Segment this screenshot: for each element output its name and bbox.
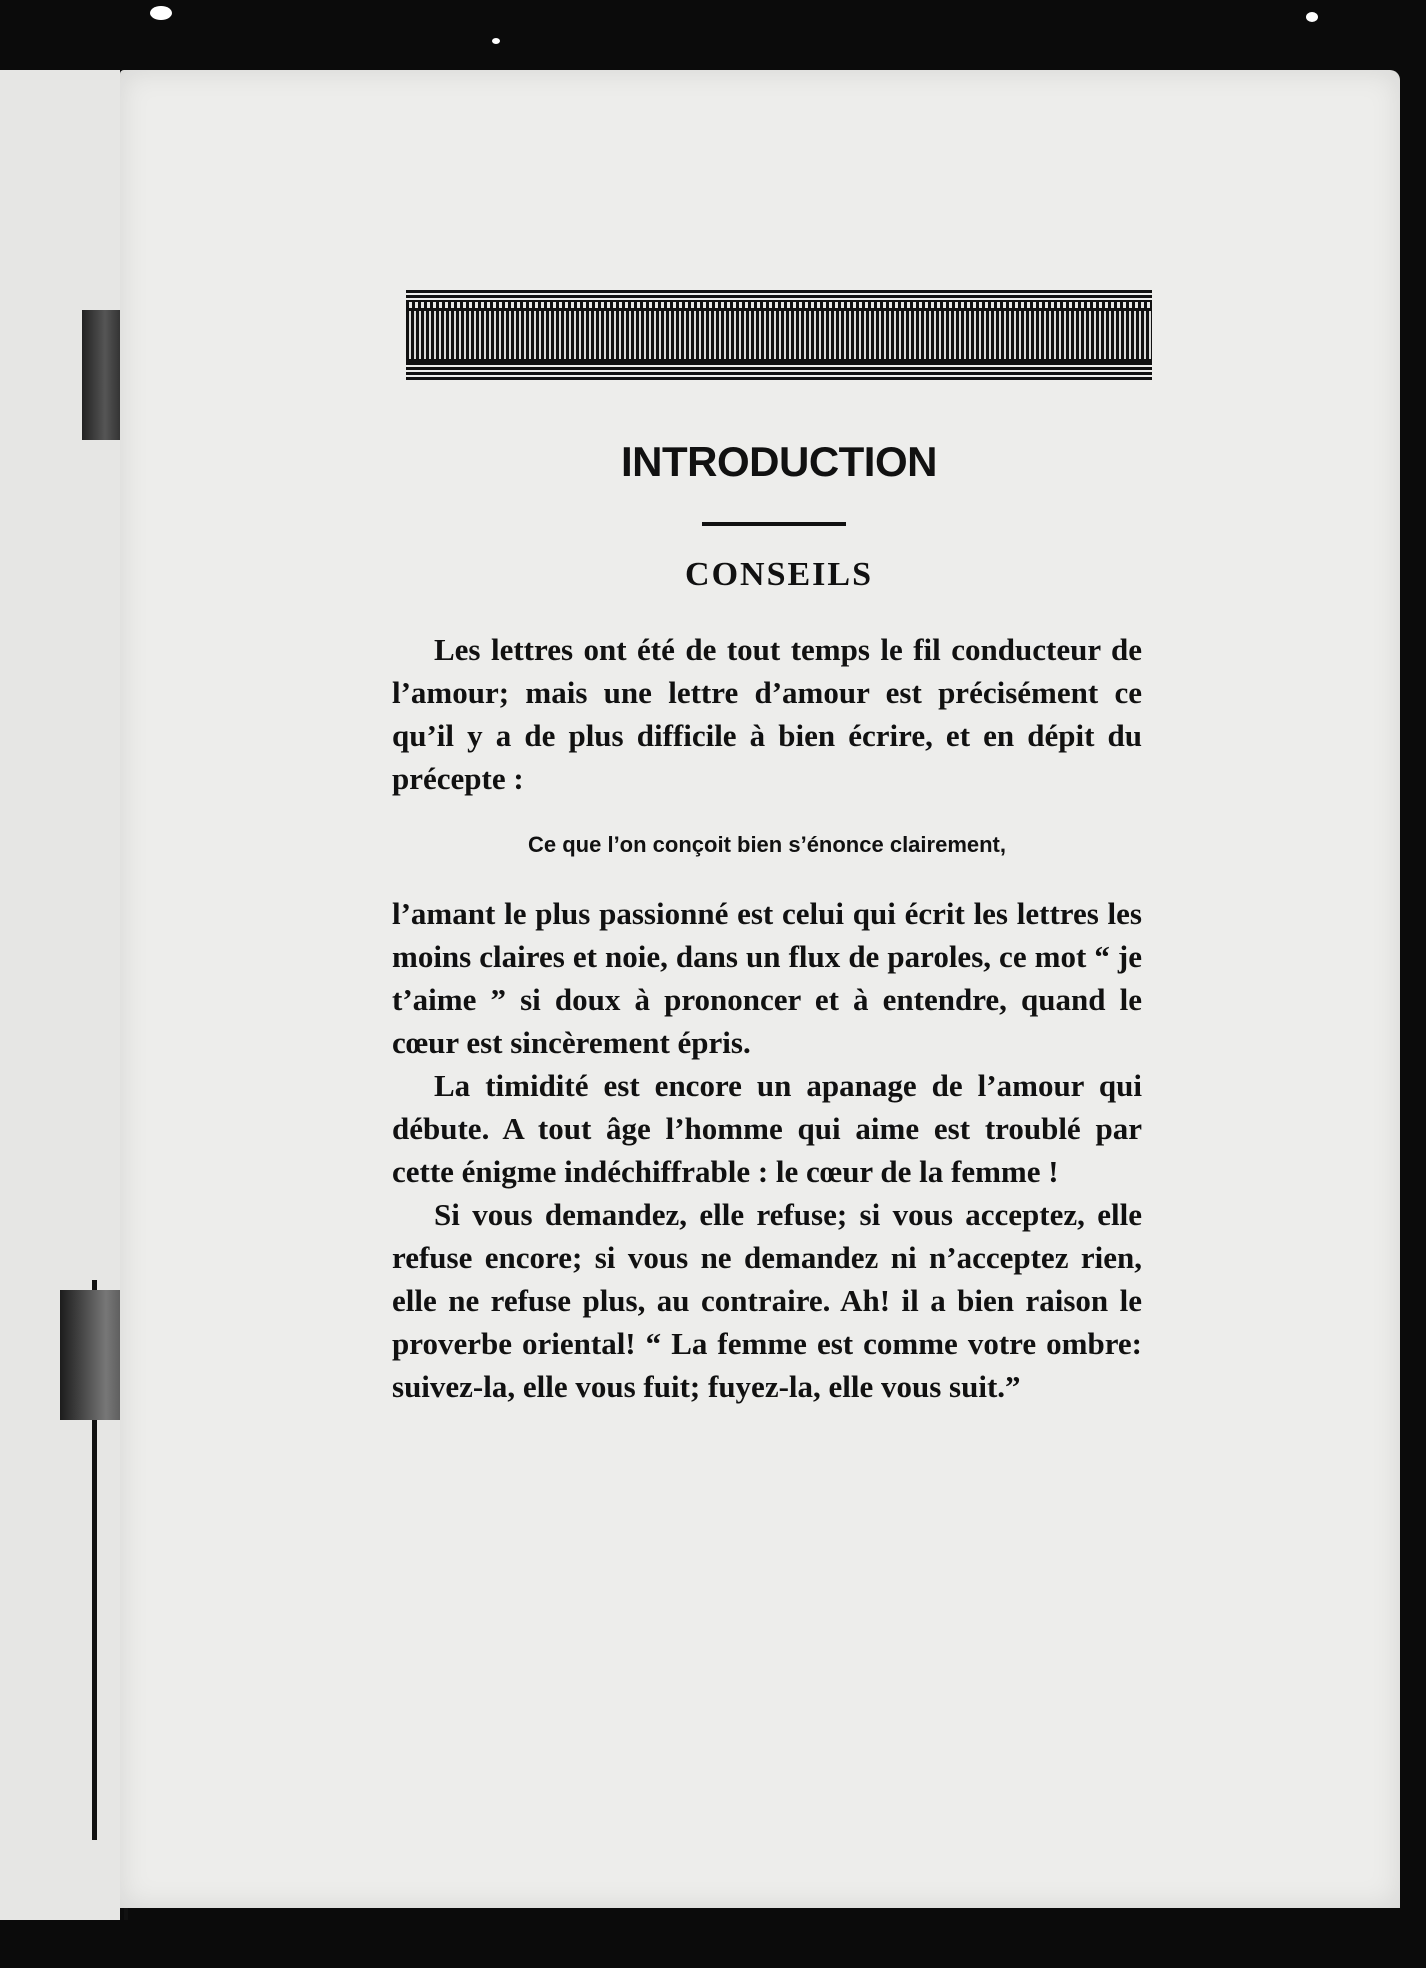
paragraph-4: Si vous demandez, elle refuse; si vous acceptez, elle refuse encore; si vous ne demandez ni n’acceptez rien, elle ne refuse plus, au contraire. Ah! il a bien raison le proverbe oriental! “ La femme est comme votre ombre: suivez-la, elle vous fuit; fuyez-la, elle vous suit.” (392, 1197, 1142, 1404)
paragraph-1: Les lettres ont été de tout temps le fil conducteur de l’amour; mais une lettre d’amour est précisément ce qu’il y a de plus difficile à bien écrire, et en dépit du précepte : (392, 632, 1142, 796)
quoted-verse: Ce que l’on conçoit bien s’énonce clairement, (528, 832, 1006, 857)
paragraph-2: l’amant le plus passionné est celui qui écrit les lettres les moins claires et noie, dans un flux de paroles, ce mot “ je t’aime ” si doux à prononcer et à entendre, quand le cœur est sincèrement épris. (392, 896, 1142, 1060)
paragraph-block-1 (392, 628, 1142, 800)
title-rule (702, 522, 846, 526)
ornament-band-bottom (406, 362, 1152, 380)
paragraph-block-2 (392, 892, 1142, 1408)
scan-speck (492, 38, 500, 44)
chapter-title: INTRODUCTION (621, 438, 937, 485)
scan-speck (150, 6, 172, 20)
paragraph-3: La timidité est encore un apanage de l’amour qui débute. A tout âge l’homme qui aime est troublé par cette énigme indéchiffrable : le cœur de la femme ! (392, 1068, 1142, 1189)
header-ornament (406, 290, 1152, 380)
scan-speck (1306, 12, 1318, 22)
ornament-band-top (406, 290, 1152, 302)
ornament-band-middle (406, 308, 1152, 362)
section-subtitle: CONSEILS (685, 556, 873, 593)
